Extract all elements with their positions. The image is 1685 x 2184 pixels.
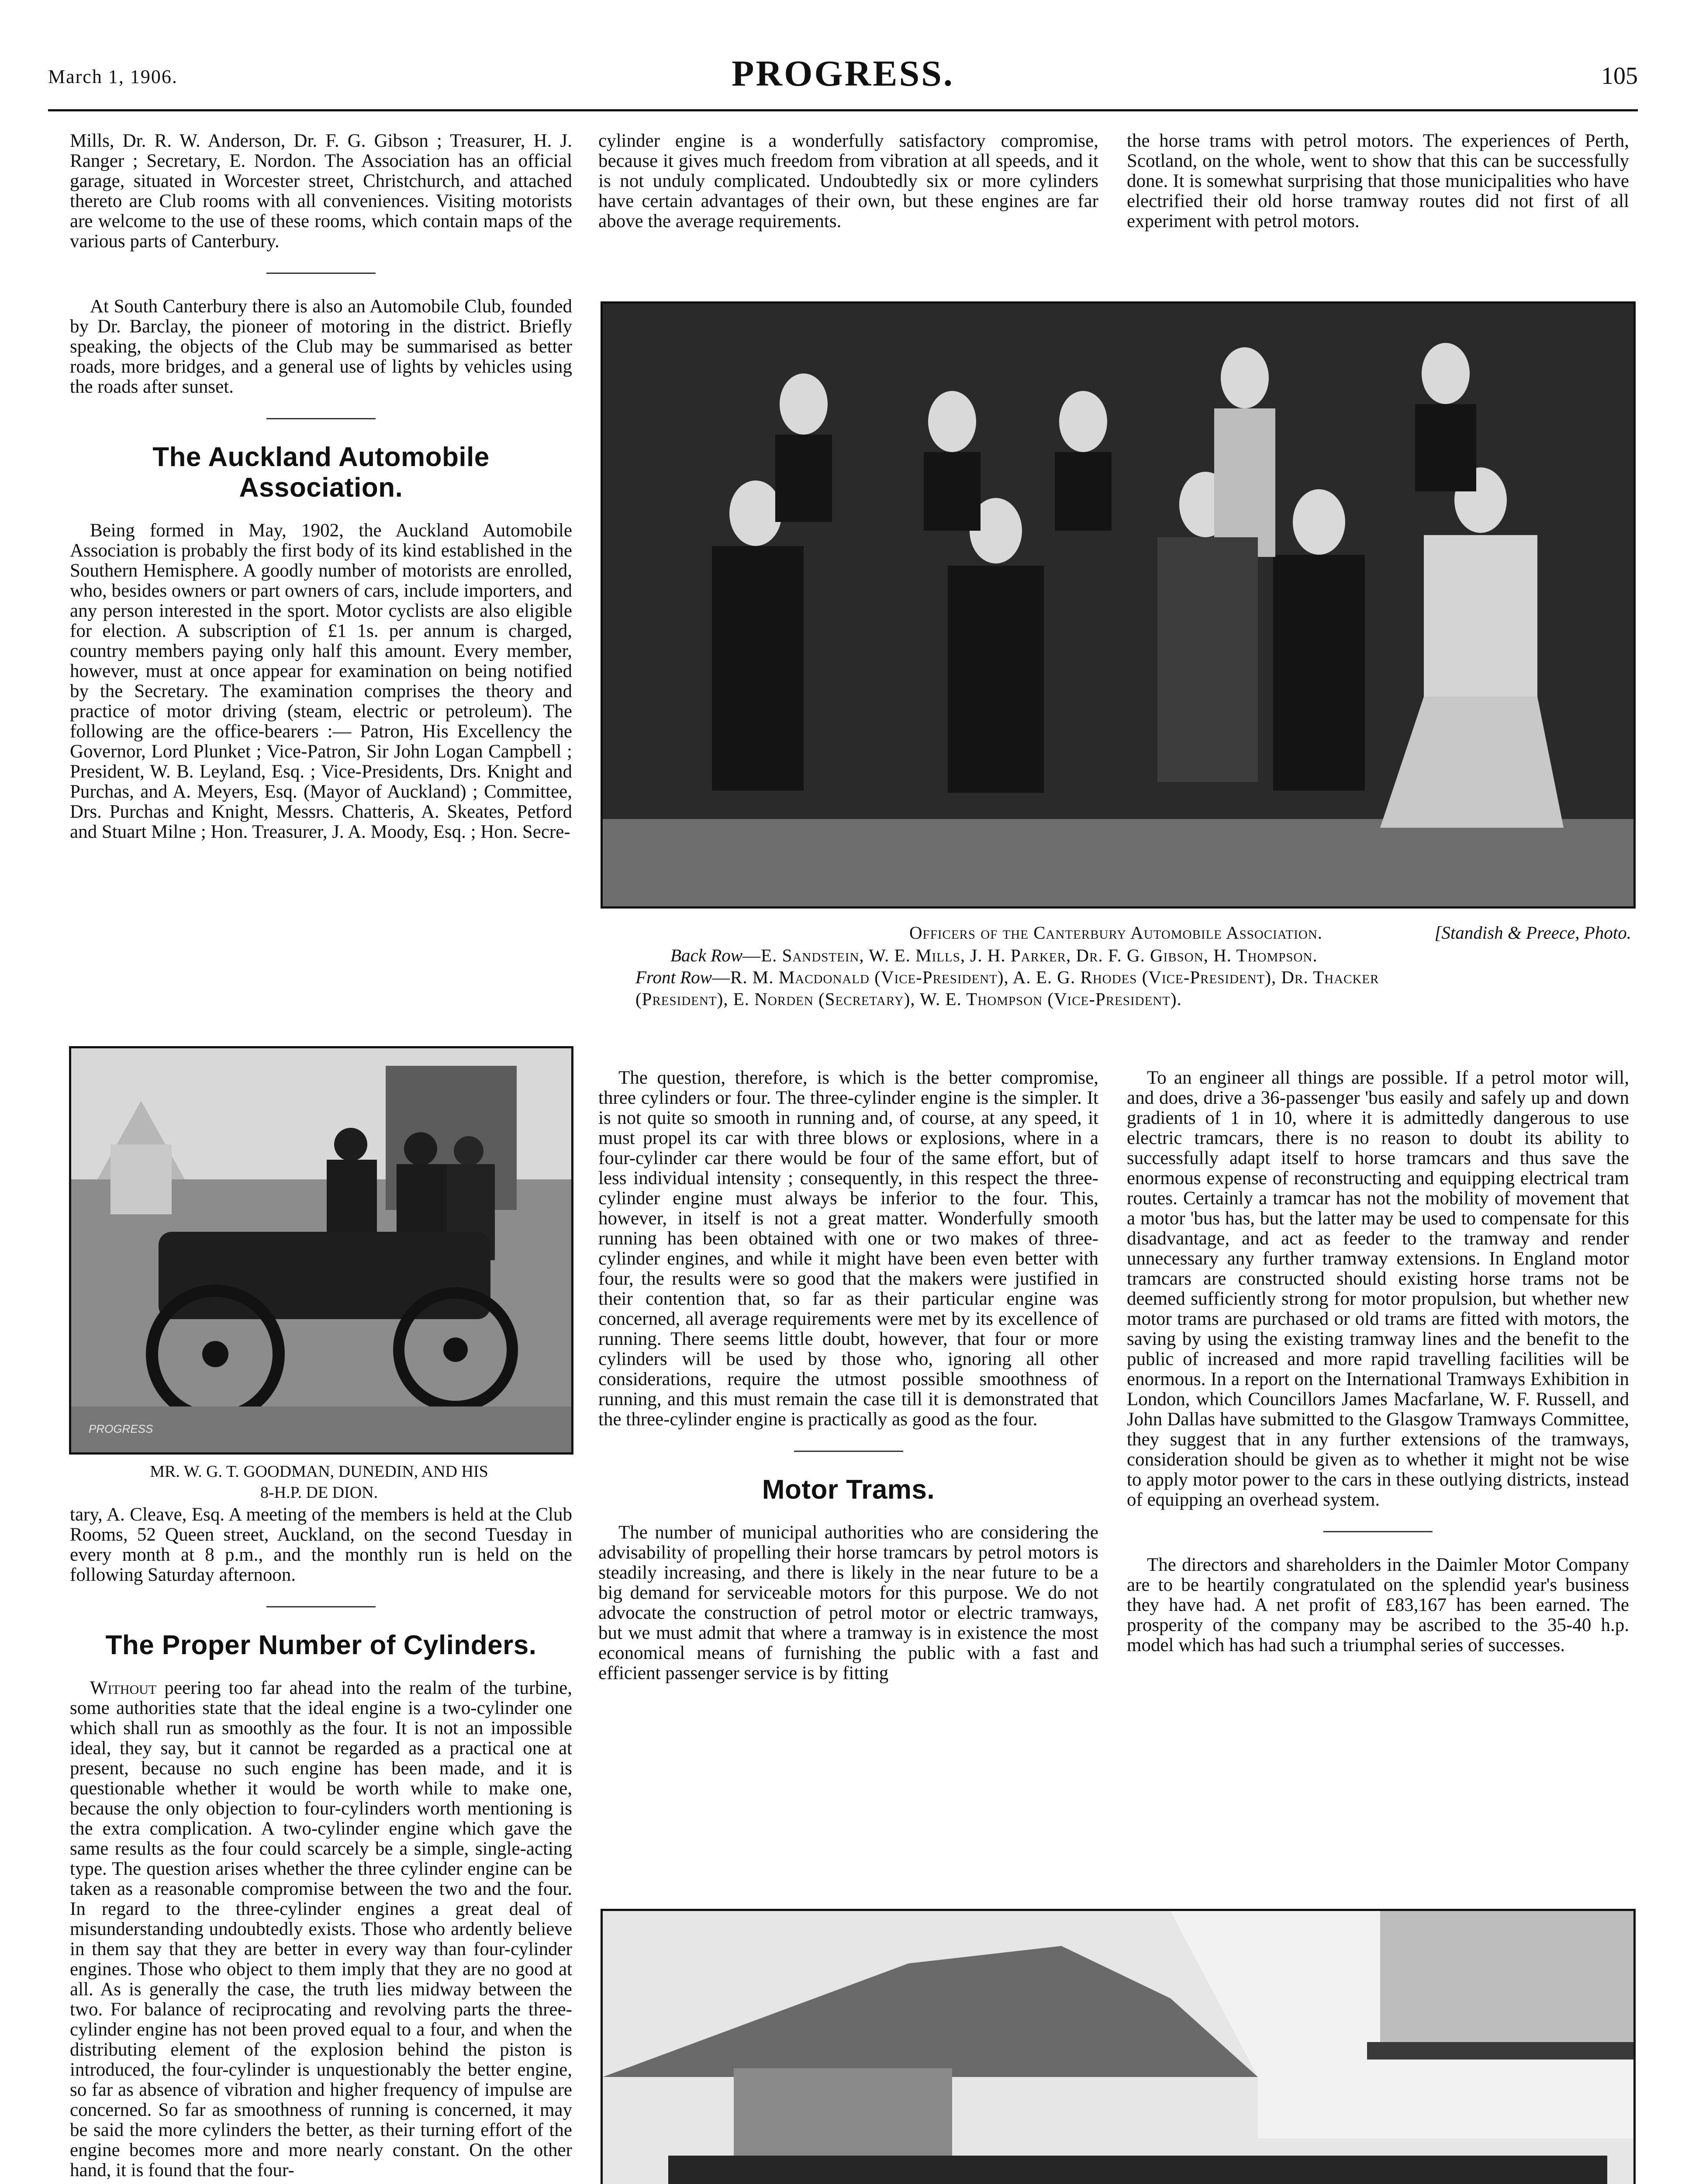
photo-officers-illustration: [603, 304, 1633, 906]
column-1-top: [70, 131, 572, 842]
heading-proper-number-of-cylinders: The Proper Number of Cylinders.: [105, 1630, 537, 1660]
caption-goodman-line-2: 8-H.P. DE DION.: [260, 1483, 378, 1502]
section-divider: [266, 1606, 376, 1607]
caption-officers-title-line: [601, 922, 1631, 944]
photo-dunedin-illustration: [603, 1911, 1633, 2184]
heading-motor-trams: Motor Trams.: [762, 1475, 935, 1505]
caption-back-row-names: —E. Sandstein, W. E. Mills, J. H. Parker, Dr. F. G. Gibson, H. Thompson.: [742, 945, 1318, 965]
caption-officers-back-row: [601, 944, 1631, 966]
paragraph-cylinders-continued: cylinder engine is a wonderfully satisfactory compromise, because it gives much freedom from vibration at all speeds, and it is not unduly complicated. Undoubtedly six or more cylinders have certain advantages of their own, but these engines are far above the average requirements.: [598, 131, 1098, 232]
photo-goodman-watermark: PROGRESS: [89, 1422, 153, 1435]
section-divider: [266, 418, 376, 419]
column-3-middle: [1127, 1068, 1629, 1655]
column-2-middle: [598, 1068, 1098, 1683]
caption-officers-credit: [Standish & Preece, Photo.: [1434, 923, 1631, 943]
section-divider: [794, 1451, 903, 1452]
paragraph-canterbury-officers: Mills, Dr. R. W. Anderson, Dr. F. G. Gibson ; Treasurer, H. J. Ranger ; Secretary, E. Nordon. The Association has an official garage, situated in Worcester street, Christchurch, and attached thereto are Club rooms with all conveniences. Visiting motorists are welcome to the use of these rooms, which contain maps of the various parts of Canterbury.: [70, 131, 572, 252]
caption-officers-title: Officers of the Canterbury Automobile Association.: [909, 923, 1323, 943]
photo-dunedin-meet: [601, 1909, 1636, 2184]
issue-date: March 1, 1906.: [48, 66, 178, 87]
photo-goodman-illustration: [71, 1048, 571, 1452]
photo-goodman-de-dion: [69, 1046, 573, 1455]
paragraph-auckland-association: Being formed in May, 1902, the Auckland Automobile Association is probably the first body of its kind established in the Southern Hemisphere. A goodly number of motorists are enrolled, who, besides owners or part owners of cars, include importers, and any person interested in the sport. Motor cyclists are also eligible for election. A subscription of £1 1s. per annum is charged, country members paying only half this amount. Every member, however, must at once appear for examination on being notified by the Secretary. The examination comprises the theory and practice of motor driving (steam, electric or petroleum). The following are the office-bearers :— Patron, His Excellency the Governor, Lord Plunket ; Vice-Patron, Sir John Logan Campbell ; President, W. B. Leyland, Esq. ; Vice-Presidents, Drs. Knight and Purchas, and A. Meyers, Esq. (Mayor of Auckland) ; Committee, Drs. Purchas and Knight, Messrs. Chatteris, A. Skeates, Petford and Stuart Milne ; Hon. Treasurer, J. A. Moody, Esq. ; Hon. Secre-: [70, 520, 572, 842]
paragraph-south-canterbury: At South Canterbury there is also an Automobile Club, founded by Dr. Barclay, the pioneer of motoring in the district. Briefly speaking, the objects of the Club may be summarised as better roads, more bridges, and a general use of lights by vehicles using the roads after sunset.: [70, 296, 572, 397]
running-head: [48, 52, 1638, 100]
paragraph-cylinders-first-word: Without: [90, 1678, 157, 1698]
column-1-bottom: [70, 1505, 572, 2181]
column-2-top: [598, 131, 1098, 232]
caption-front-row-label: Front Row: [635, 967, 712, 987]
page-number: 105: [1601, 62, 1638, 90]
caption-back-row-label: Back Row: [670, 945, 743, 965]
paragraph-petrol-tramcars: To an engineer all things are possible. If a petrol motor will, and does, drive a 36-passenger 'bus easily and safely up and down gradients of 1 in 10, where it is admittedly dangerous to use electric tramcars, there is no reason to doubt its ability to successfully adapt itself to horse tramcars and thus save the enormous expense of reconstructing and equipping electrical tram routes. Certainly a tramcar has not the mobility of movement that a motor 'bus has, but the latter may be used to compensate for this disadvantage, and act as feeder to the tramway and render unnecessary any further tramway extensions. In England motor tramcars are constructed should existing horse trams not be deemed sufficiently strong for motor propulsion, but whether new motor trams are purchased or old trams are fitted with motors, the saving by using the existing tramway lines and the benefit to the public of increased and more rapid travelling facilities will be enormous. In a report on the International Tramways Exhibition in London, which Councillors James Macfarlane, W. F. Russell, and John Dallas have submitted to the Glasgow Tramways Committee, they suggest that in any further extensions of the tramways, consideration should be given as to whether it might not be wise to apply motor power to the cars in these outlying districts, instead of equipping an overhead system.: [1127, 1068, 1629, 1510]
paragraph-cylinders-body: peering too far ahead into the realm of the turbine, some authorities state that the ideal engine is a two-cylinder one which shall run as smoothly as the four. It is not an impossible ideal, they say, but it cannot be regarded as a practical one at present, because no such engine has been made, and it is questionable whether it would be worth while to make one, because the only objection to four-cylinders worth mentioning is the extra complication. A two-cylinder engine which gave the same results as the four could scarcely be a simple, single-acting type. The question arises whether the three cylinder engine can be taken as a reasonable compromise between the two and the four. In regard to the three-cylinder engines a great deal of misunderstanding undoubtedly exists. Those who ardently believe in them say that they are better in every way than four-cylinder engines. Those who object to them imply that they are no good at all. As is generally the case, the truth lies midway between the two. For balance of reciprocating and revolving parts the three-cylinder engine has not been proved equal to a four, and when the distributing element of the explosion behind the piston is introduced, the four-cylinder is unquestionably the better engine, so far as absence of vibration and higher frequency of impulse are concerned. So far as smoothness of running is concerned, it may be said the more cylinders the better, as their turning effort of the engine becomes more and more nearly constant. On the other hand, it is found that the four-: [70, 1678, 572, 2181]
section-divider: [1323, 1531, 1433, 1532]
caption-front-row-names-2: (President), E. Norden (Secretary), W. E. Thompson (Vice-President).: [635, 989, 1182, 1009]
heading-auckland-association: The Auckland Automobile Association.: [152, 442, 490, 503]
paragraph-motor-trams-continued: the horse trams with petrol motors. The experiences of Perth, Scotland, on the whole, went to show that this can be successfully done. It is somewhat surprising that those municipalities who have electrified their old horse tramway routes did not first of all experiment with petrol motors.: [1127, 131, 1629, 232]
caption-officers-front-row: [601, 966, 1631, 988]
caption-officers: [601, 922, 1631, 1010]
header-rule: [48, 109, 1638, 111]
column-3-top: [1127, 131, 1629, 232]
section-divider: [266, 273, 376, 274]
caption-front-row-names-1: —R. M. Macdonald (Vice-President), A. E. G. Rhodes (Vice-President), Dr. Thacker: [712, 967, 1379, 987]
paragraph-auckland-meetings: tary, A. Cleave, Esq. A meeting of the members is held at the Club Rooms, 52 Queen street, Auckland, on the second Tuesday in every month at 8 p.m., and the monthly run is held on the following Saturday afternoon.: [70, 1504, 572, 1585]
publication-title: PROGRESS.: [732, 53, 954, 94]
photo-canterbury-officers: [601, 301, 1636, 909]
caption-goodman: [69, 1461, 569, 1503]
paragraph-motor-trams: The number of municipal authorities who are considering the advisability of propelling their horse tramcars by petrol motors is steadily increasing, and there is likely in the near future to be a big demand for serviceable motors for this purpose. We do not advocate the construction of petrol motor or electric tramways, but we must admit that where a tramway is in existence the most economical means of furnishing the public with a fast and efficient passenger service is by fitting: [598, 1522, 1098, 1683]
caption-goodman-line-1: MR. W. G. T. GOODMAN, DUNEDIN, AND HIS: [150, 1462, 488, 1481]
paragraph-daimler: The directors and shareholders in the Daimler Motor Company are to be heartily congratulated on the splendid year's business they have had. A net profit of £83,167 has been earned. The prosperity of the company may be ascribed to the 35-40 h.p. model which has had such a triumphal series of successes.: [1127, 1555, 1629, 1655]
paragraph-cylinders: [70, 1678, 572, 2181]
paragraph-three-or-four-cylinders: The question, therefore, is which is the better compromise, three cylinders or four. The three-cylinder engine is the simpler. It is not quite so smooth in running and, of course, at any speed, it must propel its car with three blows or explosions, where in a four-cylinder car there would be four of the same effort, but of less individual intensity ; consequently, in this respect the three-cylinder engine must always be inferior to the four. This, however, in itself is not a great matter. Wonderfully smooth running has been obtained with one or two makes of three-cylinder engines, and while it might have been even better with four, the results were so good that the makers were justified in their contention that, so far as their particular engine was concerned, all average requirements were met by its excellence of running. There seems little doubt, however, that four or more cylinders will be used by those who, ignoring all other considerations, require the utmost possible smoothness of running, and this must remain the case till it is demonstrated that the three-cylinder engine is practically as good as the four.: [598, 1068, 1098, 1430]
